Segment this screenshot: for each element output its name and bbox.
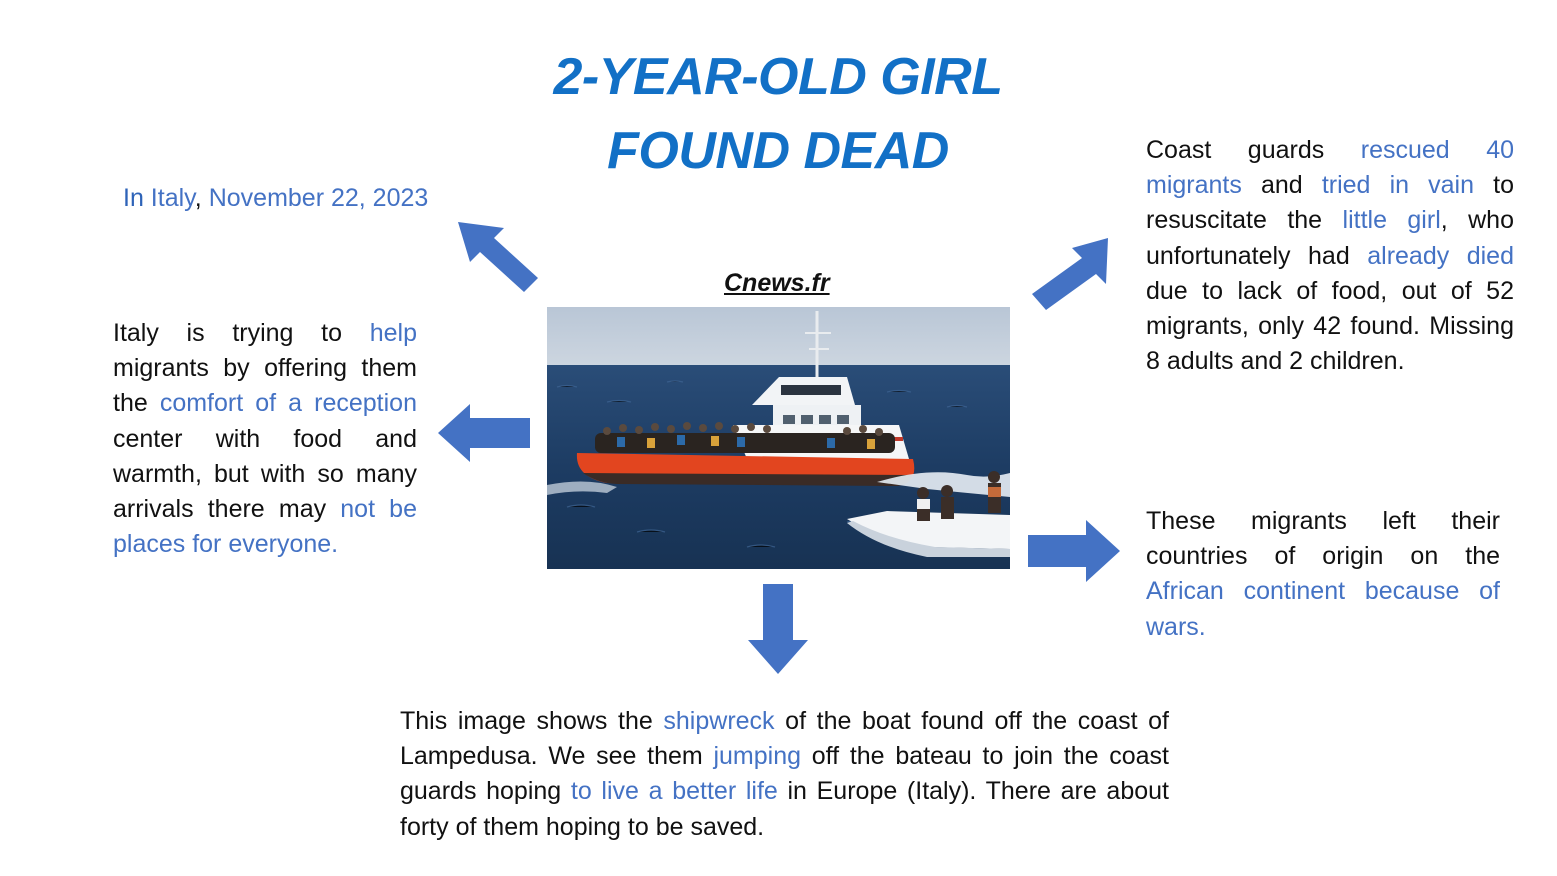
text: due to lack of food, out of 52 migrants, only 42 found. Missing 8 adults and 2 children.	[1146, 276, 1514, 376]
text: in Europe (Italy). There are about forty of them hoping to be saved.	[400, 777, 1169, 841]
highlight-text: tried in vain	[1321, 171, 1475, 200]
right-middle-paragraph	[1146, 504, 1500, 645]
text: This image shows the	[400, 707, 664, 735]
highlight-text: shipwreck	[663, 707, 775, 735]
text: , who unfortunately had	[1146, 206, 1514, 270]
highlight-text: already died	[1367, 241, 1514, 270]
right-top-paragraph	[1146, 133, 1514, 379]
arrow-right-icon	[1026, 518, 1122, 584]
text: and	[1241, 171, 1322, 200]
text: of the boat found off the coast of Lampedusa. We see them	[400, 707, 1170, 771]
dateline-date: November 22, 2023	[208, 184, 429, 212]
arrow-down-icon	[746, 582, 810, 676]
highlight-text: rescued 40 migrants	[1146, 136, 1514, 200]
bottom-paragraph	[400, 704, 1169, 845]
highlight-text: African continent because of wars.	[1146, 577, 1500, 641]
arrow-up-left-icon	[452, 218, 544, 298]
dateline-prefix: In	[123, 184, 151, 212]
left-paragraph	[113, 316, 417, 562]
migrant-boat-photo	[547, 307, 1010, 569]
text: Coast guards	[1146, 136, 1361, 164]
image-source-caption: Cnews.fr	[724, 269, 830, 297]
text: These migrants left their countries of origin on the	[1146, 507, 1500, 571]
text: off the bateau to join the coast guards hoping	[400, 742, 1169, 806]
text: to resuscitate the	[1146, 171, 1514, 235]
highlight-text: jumping	[713, 742, 802, 771]
highlight-text: help	[369, 319, 417, 347]
headline	[478, 40, 1078, 188]
dateline	[123, 184, 428, 213]
text: Italy is trying to	[113, 319, 370, 347]
text: migrants by offering them the	[113, 354, 417, 418]
highlight-text: comfort of a reception	[159, 389, 417, 418]
highlight-text: little girl	[1342, 206, 1441, 235]
highlight-text: to live a better life	[570, 777, 778, 806]
headline-line-2: FOUND DEAD	[607, 122, 949, 180]
headline-line-1: 2-YEAR-OLD GIRL	[553, 48, 1003, 106]
arrow-up-right-icon	[1026, 234, 1112, 314]
dateline-place: Italy	[150, 184, 195, 212]
highlight-text: not be places for everyone.	[113, 495, 417, 559]
arrow-left-icon	[436, 402, 532, 464]
text: center with food and warmth, but with so many arrivals there may	[113, 424, 417, 524]
dateline-separator: ,	[194, 184, 209, 212]
